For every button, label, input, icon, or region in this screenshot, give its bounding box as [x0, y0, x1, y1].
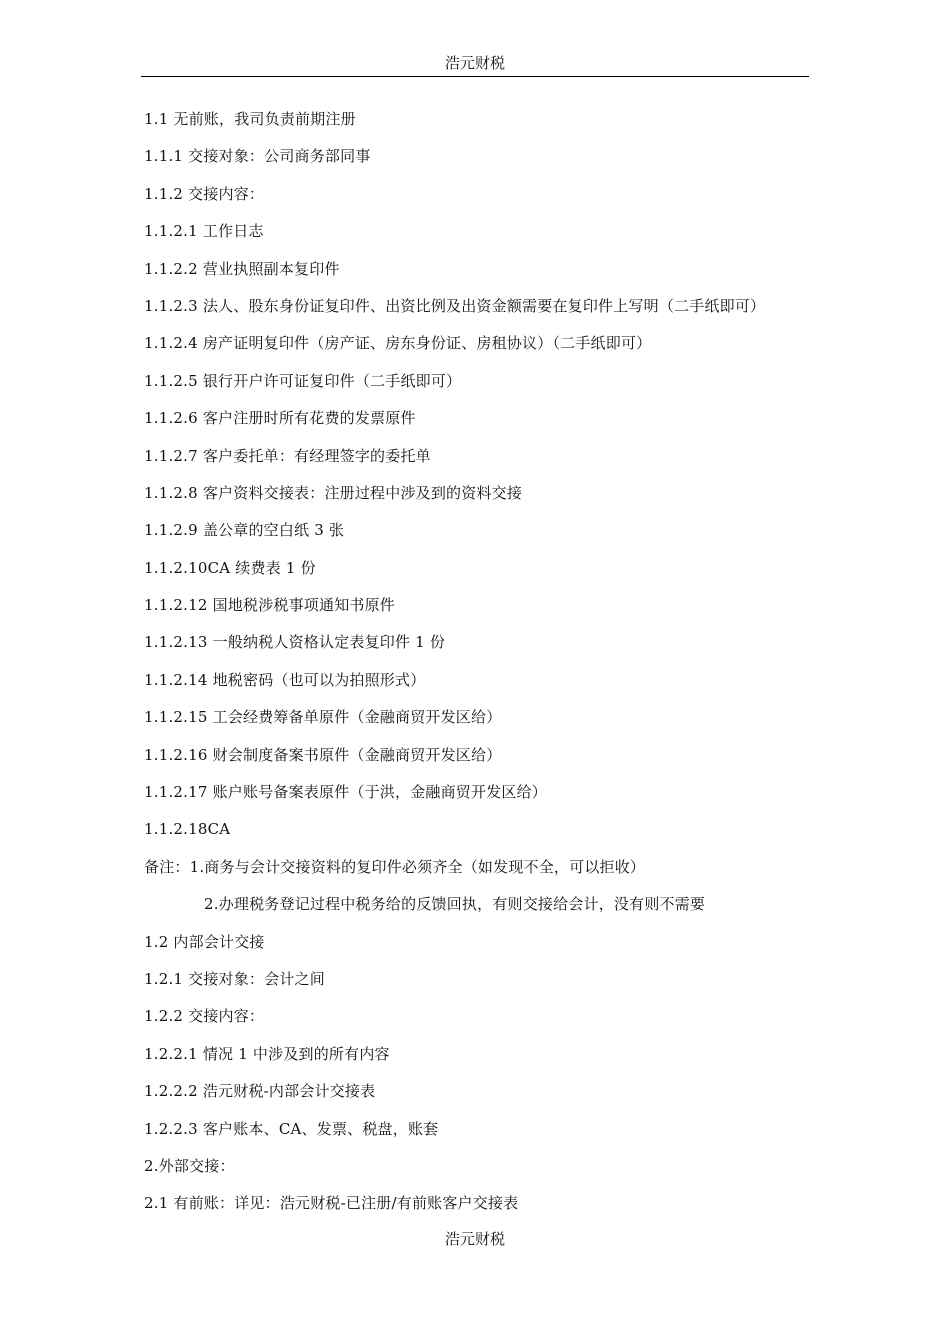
text-line: 1.2.2 交接内容：: [144, 1007, 265, 1026]
text-line: 1.1.2.14 地税密码（也可以为拍照形式）: [144, 670, 426, 689]
text-line: 1.1.2.4 房产证明复印件（房产证、房东身份证、房租协议）（二手纸即可）: [144, 334, 652, 353]
text-line: 1.1.2.18CA: [144, 820, 231, 839]
text-line: 1.1.2.13 一般纳税人资格认定表复印件 1 份: [144, 633, 446, 652]
text-line: 1.1.2.9 盖公章的空白纸 3 张: [144, 521, 345, 540]
text-line: 1.1.2.15 工会经费筹备单原件（金融商贸开发区给）: [144, 708, 502, 727]
text-line: 1.1.2.10CA 续费表 1 份: [144, 558, 316, 577]
page-header: 浩元财税: [141, 52, 809, 77]
note-line: 备注：1.商务与会计交接资料的复印件必须齐全（如发现不全，可以拒收）: [144, 857, 646, 876]
text-line: 1.2.2.1 情况 1 中涉及到的所有内容: [144, 1044, 390, 1063]
text-line: 1.1.2.12 国地税涉税事项通知书原件: [144, 596, 395, 615]
text-line: 2.1 有前账：详见：浩元财税-已注册/有前账客户交接表: [144, 1194, 519, 1213]
text-line: 2.外部交接：: [144, 1156, 235, 1175]
text-line: 1.1.2.7 客户委托单：有经理签字的委托单: [144, 446, 431, 465]
text-line: 1.1.2.1 工作日志: [144, 222, 264, 241]
text-line: 1.2 内部会计交接: [144, 932, 265, 951]
text-line: 1.1.2.3 法人、股东身份证复印件、出资比例及出资金额需要在复印件上写明（二手纸即可）: [144, 296, 766, 315]
text-line: 1.1.2.17 账户账号备案表原件（于洪，金融商贸开发区给）: [144, 783, 547, 802]
text-line: 1.1.2.6 客户注册时所有花费的发票原件: [144, 409, 416, 428]
text-line: 1.2.2.3 客户账本、CA、发票、税盘，账套: [144, 1119, 439, 1138]
text-line: 1.1.2.8 客户资料交接表：注册过程中涉及到的资料交接: [144, 483, 523, 502]
text-line: 1.1.2.2 营业执照副本复印件: [144, 259, 340, 278]
text-line: 1.1.1 交接对象：公司商务部同事: [144, 147, 371, 166]
text-line: 1.2.1 交接对象：会计之间: [144, 969, 325, 988]
document-body: [144, 108, 824, 1230]
text-line: 1.1.2 交接内容：: [144, 184, 265, 203]
note-line: 2.办理税务登记过程中税务给的反馈回执，有则交接给会计，没有则不需要: [204, 895, 706, 914]
text-line: 1.1.2.16 财会制度备案书原件（金融商贸开发区给）: [144, 745, 502, 764]
text-line: 1.1 无前账，我司负责前期注册: [144, 110, 356, 128]
text-line: 1.2.2.2 浩元财税-内部会计交接表: [144, 1082, 376, 1101]
text-line: 1.1.2.5 银行开户许可证复印件（二手纸即可）: [144, 371, 462, 390]
page-footer: 浩元财税: [444, 1230, 505, 1248]
